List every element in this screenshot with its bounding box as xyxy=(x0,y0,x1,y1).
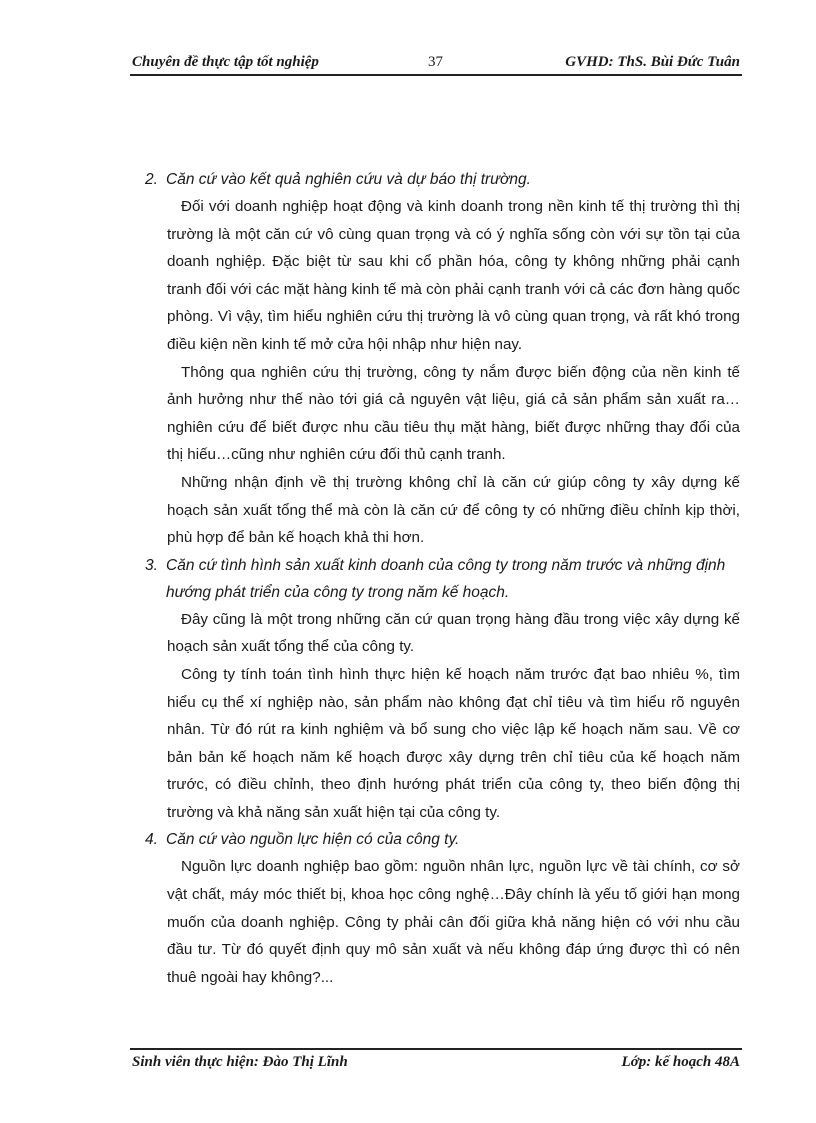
section-number: 4. xyxy=(145,831,158,849)
section-3 xyxy=(140,552,740,827)
class-name: Lớp: kế hoạch 48A xyxy=(621,1054,740,1070)
paragraph: Đây cũng là một trong những căn cứ quan trọng hàng đầu trong việc xây dựng kế hoạch sản xuất tổng thể của công ty. xyxy=(167,610,740,656)
section-4 xyxy=(140,826,740,991)
paragraph: Nguồn lực doanh nghiệp bao gồm: nguồn nhân lực, nguồn lực về tài chính, cơ sở vật chất, máy móc thiết bị, khoa học công nghệ…Đây chính là yếu tố giới hạn mong muốn của doanh nghiệp. Công ty phải cân đối giữa khả năng hiện có với nhu cầu đầu tư. Từ đó quyết định quy mô sản xuất và nếu không đáp ứng được thì có nên thuê ngoài hay không?... xyxy=(167,858,740,986)
paragraph: Công ty tính toán tình hình thực hiện kế hoạch năm trước đạt bao nhiêu %, tìm hiểu cụ thể xí nghiệp nào, sản phẩm nào không đạt chỉ tiêu và tìm hiểu rõ nguyên nhân. Từ đó rút ra kinh nghiệm và bổ sung cho việc lập kế hoạch năm sau. Về cơ bản bản kế hoạch năm kế hoạch được xây dựng trên chỉ tiêu của kế hoạch năm trước, có điều chỉnh, theo định hướng phát triển của công ty, theo biến động thị trường và khả năng sản xuất hiện tại của công ty. xyxy=(167,665,740,821)
header-rule xyxy=(130,74,742,76)
document-title: Chuyên đề thực tập tốt nghiệp xyxy=(132,54,319,70)
student-name: Sinh viên thực hiện: Đào Thị Lĩnh xyxy=(132,1054,348,1070)
page-body xyxy=(140,166,740,991)
paragraph: Những nhận định về thị trường không chỉ là căn cứ giúp công ty xây dựng kế hoạch sản xuất tổng thể mà còn là căn cứ để công ty có những điều chỉnh kịp thời, phù hợp để bản kế hoạch khả thi hơn. xyxy=(167,473,740,547)
paragraph: Đối với doanh nghiệp hoạt động và kinh doanh trong nền kinh tế thị trường thì thị trường là một căn cứ vô cùng quan trọng và có ý nghĩa sống còn với sự tồn tại của doanh nghiệp. Đặc biệt từ sau khi cổ phần hóa, công ty không những phải cạnh tranh đối với các mặt hàng kinh tế mà còn phải cạnh tranh với cả các đơn hàng quốc phòng. Vì vậy, tìm hiểu nghiên cứu thị trường là vô cùng quan trọng, và rất khó trong điều kiện nền kinh tế mở cửa hội nhập như hiện nay. xyxy=(167,198,740,353)
section-heading xyxy=(140,166,740,193)
section-heading xyxy=(140,552,740,606)
section-number: 2. xyxy=(145,171,158,188)
section-heading xyxy=(140,826,740,853)
section-heading-text: Căn cứ vào kết quả nghiên cứu và dự báo thị trường. xyxy=(166,171,531,188)
section-2 xyxy=(140,166,740,552)
page-number: 37 xyxy=(428,54,443,70)
footer-rule xyxy=(130,1048,742,1050)
paragraph: Thông qua nghiên cứu thị trường, công ty nắm được biến động của nền kinh tế ảnh hưởng như thế nào tới giá cả nguyên vật liệu, giá cả sản phẩm sản xuất ra…nghiên cứu để biết được nhu cầu tiêu thụ mặt hàng, biết được những thay đổi của thị hiếu…cũng như nghiên cứu đối thủ cạnh tranh. xyxy=(167,363,740,464)
section-number: 3. xyxy=(145,556,158,574)
advisor-name: GVHD: ThS. Bùi Đức Tuân xyxy=(565,54,740,70)
page-footer xyxy=(130,1054,742,1078)
section-heading-text: Căn cứ tình hình sản xuất kinh doanh của công ty trong năm trước và những định hướng phát triển của công ty trong năm kế hoạch. xyxy=(166,556,726,601)
section-heading-text: Căn cứ vào nguồn lực hiện có của công ty. xyxy=(166,831,460,849)
page-header xyxy=(130,52,742,76)
